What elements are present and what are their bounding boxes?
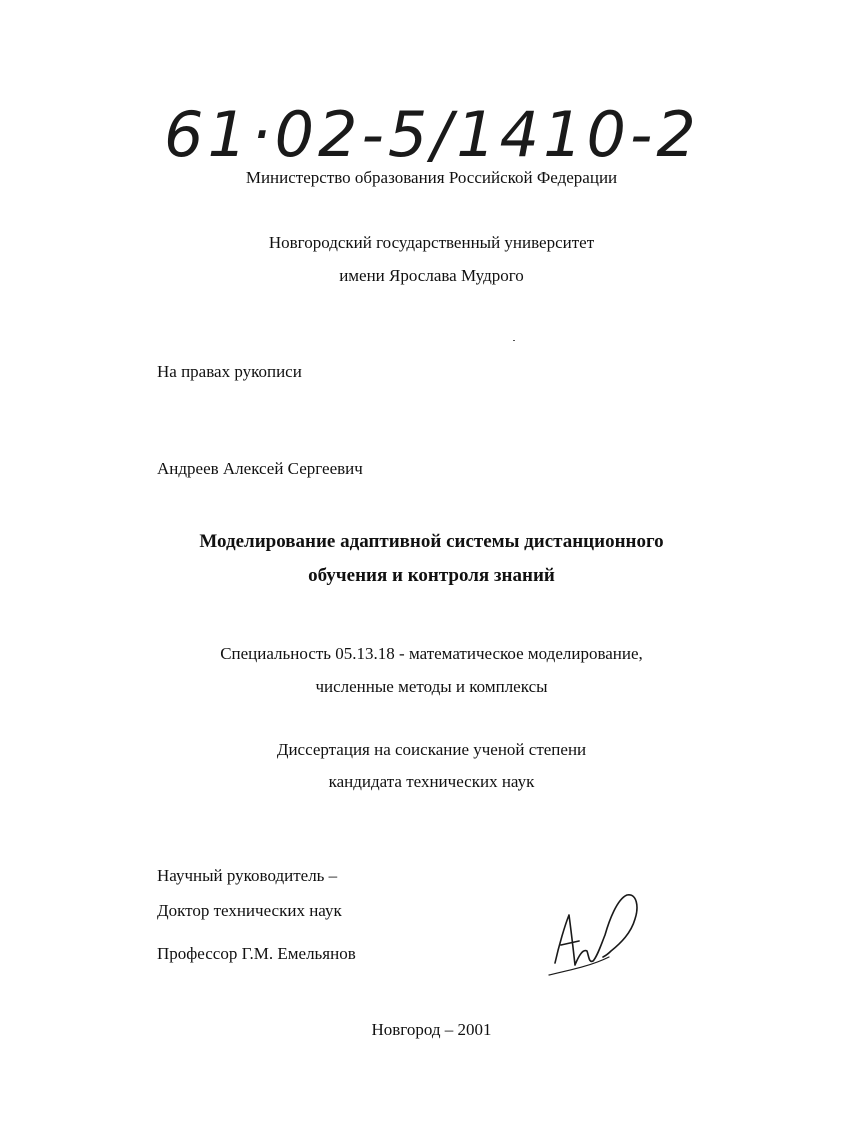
city-year: Новгород – 2001 xyxy=(371,1020,492,1039)
author-name: Андреев Алексей Сергеевич xyxy=(157,459,363,478)
degree-line2: кандидата технических наук xyxy=(328,772,535,791)
university-name-line1: Новгородский государственный университет xyxy=(268,233,595,252)
ministry-name: Министерство образования Российской Федерации xyxy=(245,168,618,187)
supervisor-name: Профессор Г.М. Емельянов xyxy=(157,944,356,963)
manuscript-rights-label: На правах рукописи xyxy=(157,362,302,381)
university-name-line2: имени Ярослава Мудрого xyxy=(339,266,524,285)
supervisor-degree: Доктор технических наук xyxy=(157,901,342,920)
dissertation-title-line1: Моделирование адаптивной системы дистанционного xyxy=(199,531,664,552)
supervisor-label: Научный руководитель – xyxy=(157,866,338,885)
handwritten-number-text: 61·02-5/1410-2 xyxy=(164,98,700,171)
handwritten-signature xyxy=(545,885,650,985)
degree-line1: Диссертация на соискание ученой степени xyxy=(276,740,587,759)
scan-speck xyxy=(513,340,515,341)
dissertation-title-line2: обучения и контроля знаний xyxy=(308,565,555,586)
specialty-line2: численные методы и комплексы xyxy=(315,677,548,696)
specialty-line1: Специальность 05.13.18 - математическое моделирование, xyxy=(220,644,643,663)
handwritten-archive-number xyxy=(160,92,700,180)
